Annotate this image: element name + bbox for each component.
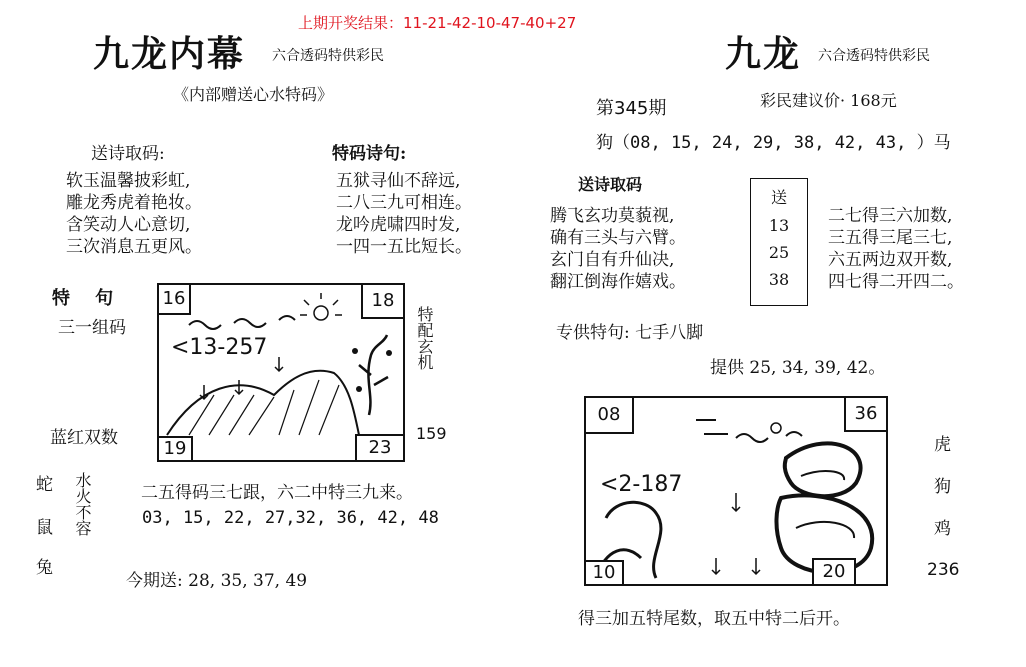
send-box bbox=[750, 178, 808, 306]
poem-line: 含笑动人心意切, bbox=[66, 215, 191, 235]
zhuan-gong-te-ju: 专供特句: 七手八脚 bbox=[556, 323, 704, 343]
rule-line: 二五得码三七跟，六二中特三九来。 bbox=[141, 483, 413, 503]
poem-line: 翻江倒海作嬉戏。 bbox=[550, 272, 686, 292]
numbers-line: 03, 15, 22, 27,32, 36, 42, 48 bbox=[142, 508, 439, 528]
poem-line: 确有三头与六臂。 bbox=[550, 228, 686, 248]
san-yi-label: 三一组码 bbox=[58, 318, 126, 338]
corner-number-bl: 10 bbox=[584, 560, 624, 586]
suggested-price: 彩民建议价· 168元 bbox=[760, 91, 897, 110]
right-brand-title: 九龙 bbox=[725, 33, 802, 75]
issue-number: 第345期 bbox=[596, 98, 667, 119]
poem-line: 腾飞玄功莫藐视, bbox=[550, 206, 675, 226]
poem-line: 玄门自有升仙决, bbox=[550, 250, 675, 270]
poem-line: 软玉温馨披彩虹, bbox=[66, 171, 191, 191]
zodiac-snake: 蛇 bbox=[36, 475, 53, 495]
ti-gong-numbers: 提供 25, 34, 39, 42。 bbox=[710, 358, 886, 378]
corner-number-bl: 19 bbox=[157, 436, 193, 462]
right-hand-text: <2-187 bbox=[600, 472, 683, 497]
zodiac-dog: 狗 bbox=[934, 477, 951, 497]
lan-hong-label: 蓝红双数 bbox=[50, 428, 118, 448]
poem-line: 五狱寻仙不辞远, bbox=[336, 171, 461, 191]
left-brand-subtitle: 六合透码特供彩民 bbox=[272, 48, 384, 64]
poem-line: 二八三九可相连。 bbox=[336, 193, 472, 213]
right-rule-block bbox=[828, 205, 964, 293]
zodiac-tiger: 虎 bbox=[934, 435, 951, 455]
bottom-rule-line: 得三加五特尾数，取五中特二后开。 bbox=[578, 609, 850, 629]
poem-line: 一四一五比短长。 bbox=[336, 237, 472, 257]
inner-gift-label: 《内部赠送心水特码》 bbox=[173, 85, 334, 104]
right-picture-frame bbox=[584, 396, 888, 586]
today-send: 今期送: 28, 35, 37, 49 bbox=[126, 571, 308, 591]
zodiac-rat: 鼠 bbox=[36, 518, 53, 538]
right-poem-title: 送诗取码 bbox=[578, 175, 643, 194]
zodiac-rooster: 鸡 bbox=[934, 519, 951, 539]
gou-ma-line: 狗（08, 15, 24, 29, 38, 42, 43, ）马 bbox=[596, 133, 951, 153]
number-236: 236 bbox=[927, 560, 960, 580]
send-box-number: 38 bbox=[768, 270, 790, 289]
corner-number-tr: 18 bbox=[361, 283, 405, 319]
send-box-number: 25 bbox=[768, 243, 790, 262]
rule-line: 六五两边双开数, bbox=[828, 250, 953, 270]
send-box-title: 送 bbox=[770, 188, 787, 207]
left-poem-title: 送诗取码: bbox=[91, 144, 165, 164]
rule-line: 三五得三尾三七, bbox=[828, 228, 953, 248]
left-brand-title: 九龙内幕 bbox=[93, 33, 246, 75]
poem-line: 三次消息五更风。 bbox=[66, 237, 202, 257]
corner-number-br: 23 bbox=[355, 434, 405, 462]
shui-huo-bu-rong: 水火不容 bbox=[73, 472, 92, 536]
right-poem-block bbox=[550, 205, 686, 293]
poem-line: 龙吟虎啸四时发, bbox=[336, 215, 461, 235]
rule-line: 二七得三六加数, bbox=[828, 206, 953, 226]
corner-number-tl: 16 bbox=[157, 283, 191, 315]
special-poem-title: 特码诗句: bbox=[332, 144, 407, 164]
last-result: 上期开奖结果：11-21-42-10-47-40+27 bbox=[298, 14, 577, 32]
poem-line: 雕龙秀虎着艳妆。 bbox=[66, 193, 202, 213]
corner-number-tr: 36 bbox=[844, 396, 888, 432]
te-pei-xuan-ji: 特配玄机 bbox=[415, 306, 434, 370]
number-159: 159 bbox=[416, 424, 447, 443]
te-ju-label: 特 句 bbox=[52, 288, 114, 309]
special-poem-block bbox=[336, 170, 472, 258]
send-box-number: 13 bbox=[768, 216, 790, 235]
right-brand-subtitle: 六合透码特供彩民 bbox=[818, 48, 930, 64]
zodiac-rabbit: 兔 bbox=[36, 558, 53, 578]
corner-number-br: 20 bbox=[812, 558, 856, 586]
left-picture-frame bbox=[157, 283, 405, 462]
rule-line: 四七得二开四二。 bbox=[828, 272, 964, 292]
left-hand-text: <13-257 bbox=[171, 335, 268, 360]
corner-number-tl: 08 bbox=[584, 396, 634, 434]
left-poem-block bbox=[66, 170, 202, 258]
